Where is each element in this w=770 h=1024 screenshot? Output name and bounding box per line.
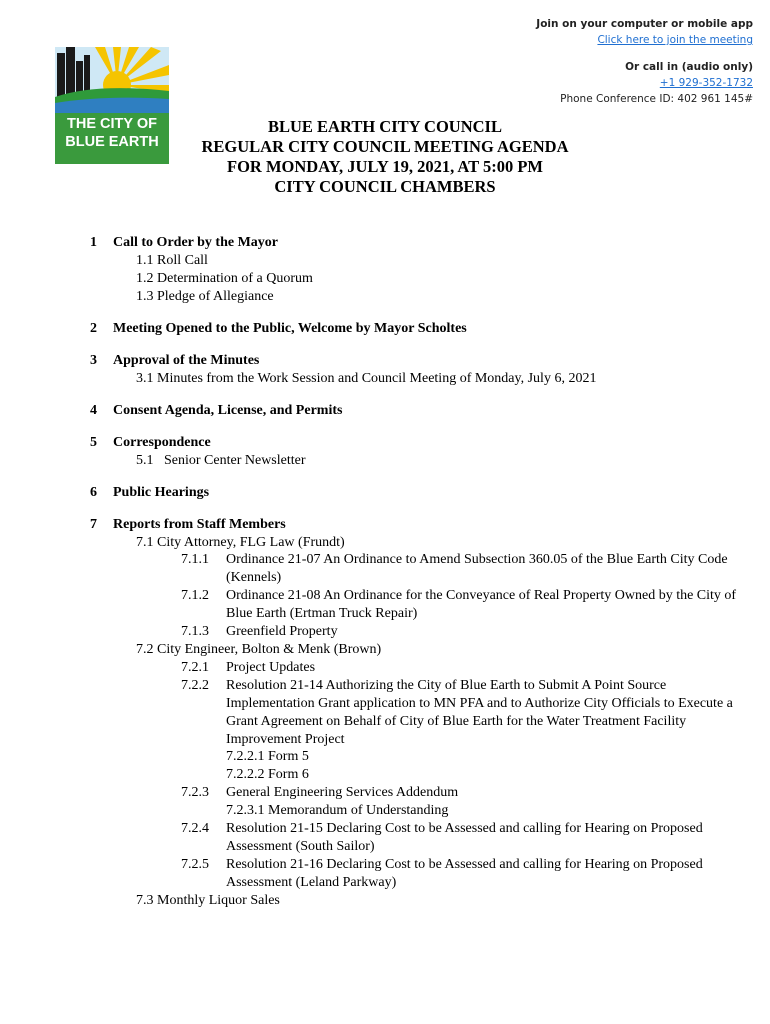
agenda-subitem	[0, 820, 770, 856]
logo-line-2: BLUE EARTH	[65, 134, 159, 150]
subitem-text: Ordinance 21-07 An Ordinance to Amend Subsection 360.05 of the Blue Earth City Code (Kennels)	[226, 552, 728, 586]
agenda-subitem	[0, 856, 770, 892]
subitem-text: Resolution 21-15 Declaring Cost to be Assessed and calling for Hearing on Proposed Assessment (South Sailor)	[226, 821, 703, 854]
agenda-subitem	[0, 623, 770, 641]
subitem-number: 7.1.3	[181, 624, 209, 640]
conference-id: Phone Conference ID: 402 961 145#	[560, 93, 753, 105]
logo-text	[55, 115, 169, 151]
agenda-section-2	[0, 320, 770, 338]
logo-line-1: THE CITY OF	[67, 116, 157, 132]
section-title: Reports from Staff Members	[113, 516, 286, 532]
section-number: 3	[90, 352, 97, 368]
agenda-item: 1.1 Roll Call	[136, 253, 208, 268]
section-number: 5	[90, 434, 97, 450]
agenda-item: 5.1 Senior Center Newsletter	[136, 452, 306, 468]
subitem-text: Ordinance 21-08 An Ordinance for the Conveyance of Real Property Owned by the City of Blue Earth (Ertman Truck Repair)	[226, 588, 737, 622]
join-heading: Join on your computer or mobile app	[536, 18, 753, 30]
subitem-text: Greenfield Property	[226, 624, 338, 640]
subsection-heading: 7.3 Monthly Liquor Sales	[136, 892, 280, 908]
section-number: 1	[90, 235, 97, 250]
subsection-heading: 7.2 City Engineer, Bolton & Menk (Brown)	[136, 641, 382, 657]
section-number: 6	[90, 484, 97, 500]
section-title: Meeting Opened to the Public, Welcome by Mayor Scholtes	[113, 320, 467, 336]
agenda-subitem	[0, 551, 770, 587]
agenda-section-7	[0, 516, 770, 910]
subitem-text: Resolution 21-14 Authorizing the City of Blue Earth to Submit A Point Source Implementation Grant application to MN PFA and to Authorize City Officials to Execute a Grant Agreement on Behalf of City of Blue Earth for the Water Treatment Facility Improvement Project	[226, 677, 733, 747]
section-number: 7	[90, 516, 97, 532]
subitem-number: 7.2.1	[181, 659, 209, 675]
agenda-title	[160, 117, 610, 197]
subitem-number: 7.2.4	[181, 821, 209, 837]
subitem-number: 7.1.2	[181, 588, 209, 604]
agenda-item: 3.1 Minutes from the Work Session and Council Meeting of Monday, July 6, 2021	[136, 370, 597, 386]
title-line-1: BLUE EARTH CITY COUNCIL	[268, 117, 502, 136]
subsection-heading: 7.1 City Attorney, FLG Law (Frundt)	[136, 534, 345, 550]
agenda-subitem	[0, 677, 770, 749]
agenda-section-3	[0, 352, 770, 388]
agenda-subsubitem: 7.2.3.1 Memorandum of Understanding	[226, 803, 449, 819]
subitem-number: 7.2.2	[181, 677, 209, 693]
subitem-number: 7.1.1	[181, 552, 209, 568]
agenda-section-5	[0, 434, 770, 470]
agenda-list	[0, 234, 770, 924]
title-line-4: CITY COUNCIL CHAMBERS	[274, 177, 496, 196]
agenda-subsubitem: 7.2.2.2 Form 6	[226, 767, 309, 783]
section-title: Consent Agenda, License, and Permits	[113, 402, 343, 418]
agenda-subitem	[0, 659, 770, 677]
agenda-section-6	[0, 484, 770, 502]
section-title: Call to Order by the Mayor	[113, 235, 278, 250]
agenda-item: 1.3 Pledge of Allegiance	[136, 288, 274, 304]
call-in-heading: Or call in (audio only)	[625, 61, 753, 73]
agenda-subitem	[0, 587, 770, 623]
join-meeting-link[interactable]: Click here to join the meeting	[597, 34, 753, 46]
subitem-text: Project Updates	[226, 659, 316, 675]
phone-number-link[interactable]: +1 929-352-1732	[659, 77, 753, 89]
section-title: Correspondence	[113, 434, 211, 450]
section-title: Public Hearings	[113, 484, 210, 500]
agenda-section-1	[0, 234, 770, 306]
agenda-item: 1.2 Determination of a Quorum	[136, 270, 313, 286]
section-title: Approval of the Minutes	[113, 352, 260, 368]
section-number: 4	[90, 402, 97, 418]
title-line-2: REGULAR CITY COUNCIL MEETING AGENDA	[201, 137, 569, 156]
section-number: 2	[90, 320, 97, 336]
meeting-join-info	[536, 16, 753, 107]
title-line-3: FOR MONDAY, JULY 19, 2021, AT 5:00 PM	[227, 157, 543, 176]
subitem-text: Resolution 21-16 Declaring Cost to be Assessed and calling for Hearing on Proposed Assessment (Leland Parkway)	[226, 856, 703, 890]
agenda-section-4	[0, 402, 770, 420]
agenda-subitem	[0, 784, 770, 802]
city-logo	[55, 47, 169, 164]
subitem-text: General Engineering Services Addendum	[226, 785, 459, 801]
subitem-number: 7.2.5	[181, 856, 209, 872]
subitem-number: 7.2.3	[181, 785, 209, 801]
agenda-subsubitem: 7.2.2.1 Form 5	[226, 749, 309, 765]
